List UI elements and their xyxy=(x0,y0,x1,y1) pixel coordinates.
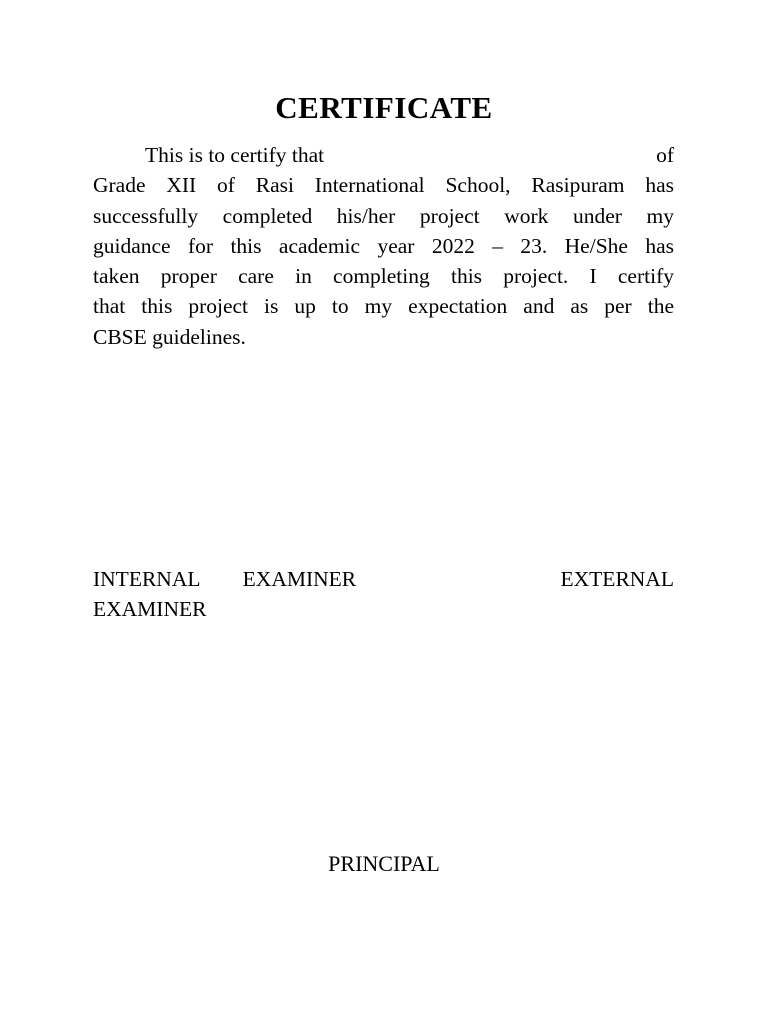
body-line-3: successfully completed his/her project work under my xyxy=(93,203,674,228)
body-line-5: taken proper care in completing this project. I certify xyxy=(93,264,674,289)
student-name-blank xyxy=(324,140,656,170)
internal-examiner-label: EXAMINER xyxy=(242,567,357,591)
body-line-7: CBSE guidelines. xyxy=(93,324,246,349)
external-label: EXTERNAL xyxy=(560,567,674,591)
certify-intro-text: This is to certify that xyxy=(145,143,325,167)
certify-of-text: of xyxy=(656,143,674,167)
body-line-1 xyxy=(93,140,674,170)
certificate-title: CERTIFICATE xyxy=(275,90,493,125)
principal-label: PRINCIPAL xyxy=(328,851,440,876)
body-line-2: Grade XII of Rasi International School, Rasipuram has xyxy=(93,173,674,198)
certificate-body xyxy=(93,140,674,352)
examiner-row xyxy=(93,564,674,594)
body-line-4: guidance for this academic year 2022 – 23. He/She has xyxy=(93,233,674,258)
external-examiner-label: EXAMINER xyxy=(93,597,207,622)
signature-spacer xyxy=(398,564,518,594)
body-line-6: that this project is up to my expectation and as per the xyxy=(93,294,674,319)
internal-label: INTERNAL xyxy=(93,567,201,591)
examiner-signatures xyxy=(93,564,674,625)
